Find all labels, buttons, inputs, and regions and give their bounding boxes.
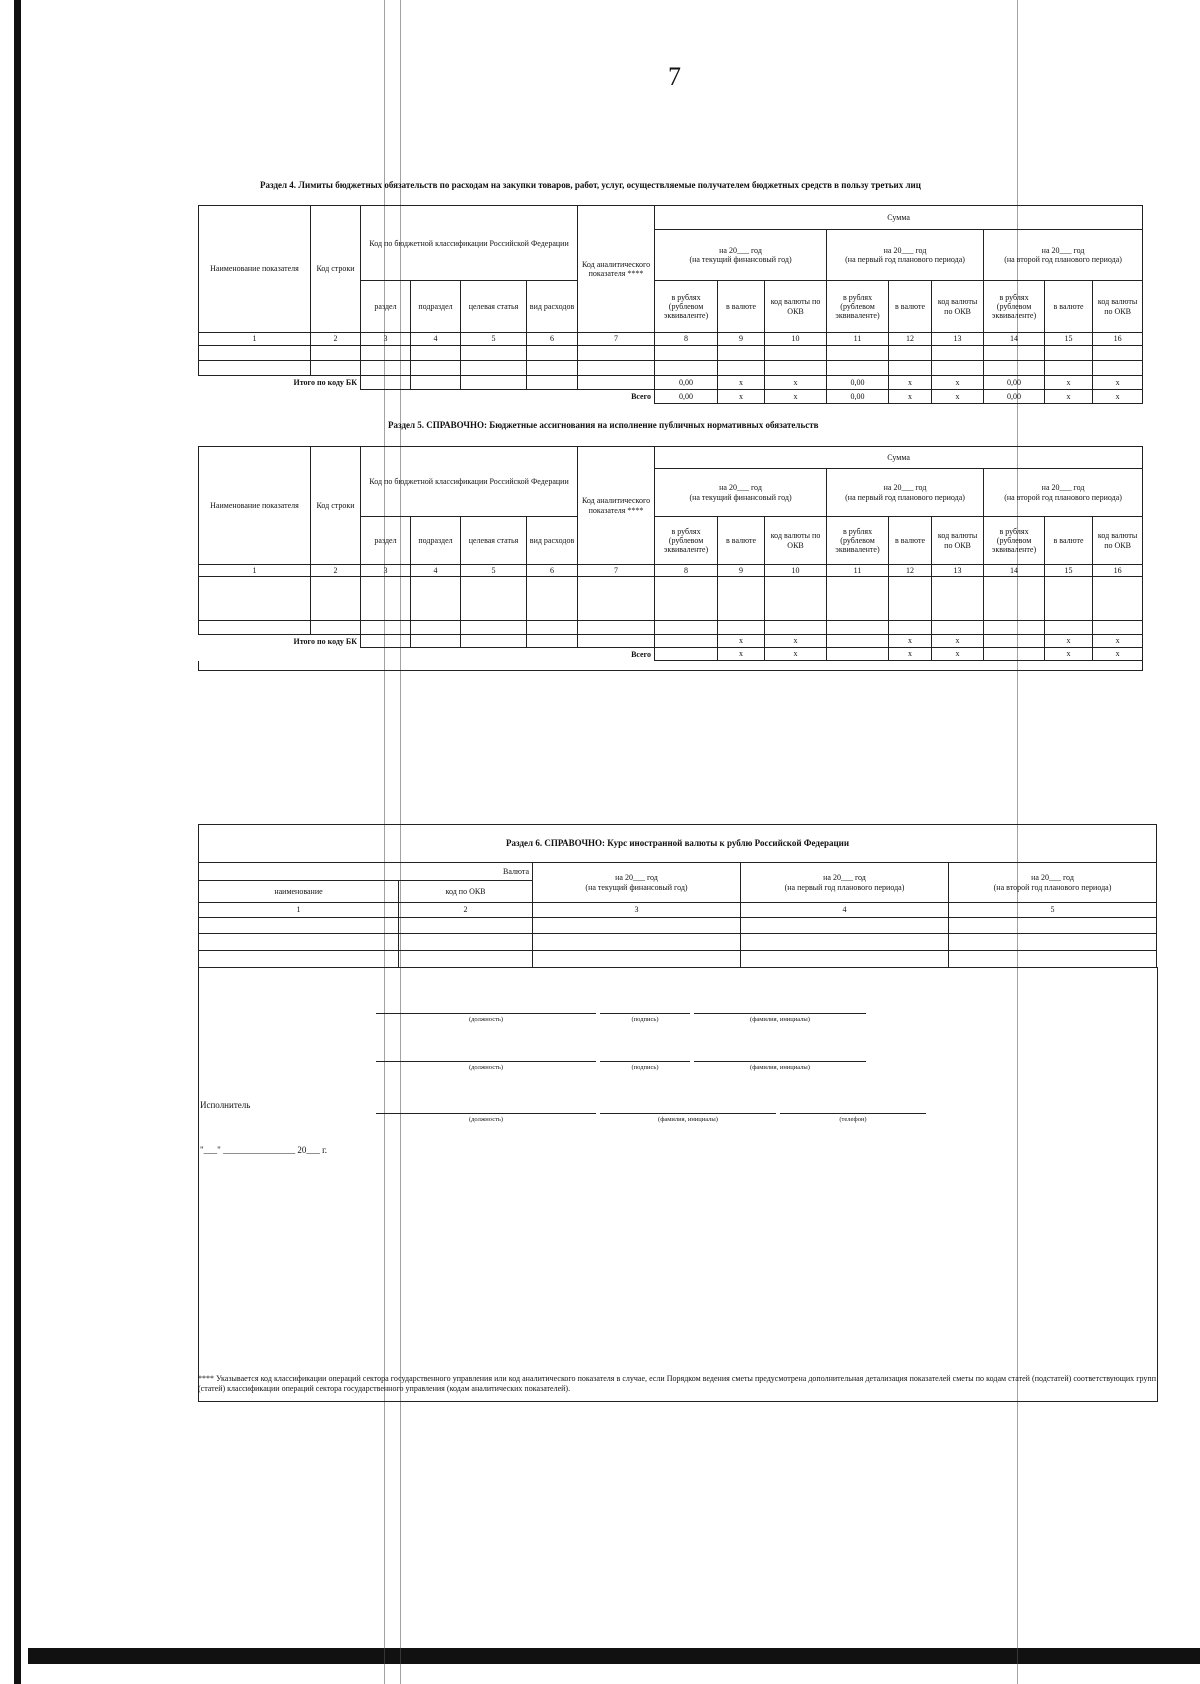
header-year2: на 20___ год (на первый год планового периода) (827, 229, 984, 281)
header-bk-code: Код по бюджетной классификации Российской Федерации (361, 206, 578, 281)
section5-table (198, 446, 1143, 671)
section4-table (198, 205, 1143, 404)
col-num: 3 (533, 903, 741, 918)
col-num: 6 (527, 565, 578, 577)
header-celevaya: целевая статья (461, 517, 527, 565)
col-num: 6 (527, 332, 578, 345)
total-row (199, 648, 1143, 661)
total-label: Всего (631, 649, 652, 659)
table-row (199, 934, 1157, 951)
value-cell: x (932, 375, 984, 389)
value-cell: x (889, 648, 932, 661)
col-num: 11 (827, 332, 889, 345)
header-year1: на 20___ год (на текущий финансовый год) (655, 229, 827, 281)
col-num: 1 (199, 565, 311, 577)
col-num: 7 (578, 332, 655, 345)
col-num: 10 (765, 565, 827, 577)
col-num: 5 (461, 565, 527, 577)
value-cell: 0,00 (984, 389, 1045, 403)
header-name: Наименование показателя (199, 206, 311, 333)
header-razdel: раздел (361, 281, 411, 333)
signature-position-label: (должность) (376, 1013, 596, 1023)
total-bk-row (199, 635, 1143, 648)
col-num: 13 (932, 565, 984, 577)
table-row (199, 621, 1143, 635)
header-rub: в рублях (рублевом эквиваленте) (655, 517, 718, 565)
table-row (199, 577, 1143, 621)
total-bk-label: Итого по коду БК (293, 636, 357, 646)
total-row (199, 389, 1143, 403)
scan-edge-bottom (28, 1648, 1200, 1664)
table-row (199, 345, 1143, 360)
header-row-code: Код строки (311, 206, 361, 333)
col-num: 9 (718, 332, 765, 345)
header-year1: на 20___ год (на текущий финансовый год) (655, 469, 827, 517)
value-cell: x (1093, 389, 1143, 403)
col-num: 8 (655, 565, 718, 577)
col-num: 9 (718, 565, 765, 577)
total-bk-label: Итого по коду БК (293, 378, 357, 388)
executor-phone-label: (телефон) (780, 1113, 926, 1123)
header-row-code: Код строки (311, 447, 361, 565)
header-analytic-code: Код аналитического показателя **** (578, 206, 655, 333)
header-currency: Валюта (199, 862, 533, 880)
section4-title: Раздел 4. Лимиты бюджетных обязательств по расходам на закупки товаров, работ, услуг, осуществляемые получателем бюджетных средств в пользу третьих лиц (260, 180, 921, 190)
header-okv: код по ОКВ (399, 880, 533, 902)
col-num: 7 (578, 565, 655, 577)
header-year3: на 20___ год (на второй год планового периода) (984, 469, 1143, 517)
header-year3: на 20___ год (на второй год планового периода) (949, 862, 1157, 902)
header-rub: в рублях (рублевом эквиваленте) (655, 281, 718, 333)
header-val: в валюте (718, 281, 765, 333)
col-num: 2 (399, 903, 533, 918)
col-num: 16 (1093, 565, 1143, 577)
col-num: 3 (361, 565, 411, 577)
col-num: 16 (1093, 332, 1143, 345)
header-okv: код валюты по ОКВ (932, 281, 984, 333)
value-cell: x (765, 648, 827, 661)
value-cell: x (718, 389, 765, 403)
header-okv: код валюты по ОКВ (932, 517, 984, 565)
date-line: "___" ________________ 20___ г. (200, 1145, 328, 1155)
value-cell: x (1093, 375, 1143, 389)
column-number-row (199, 903, 1157, 918)
col-num: 4 (411, 332, 461, 345)
signature-fio-label: (фамилия, инициалы) (694, 1013, 866, 1023)
footnote: **** Указывается код классификации операций сектора государственного управления или код аналитического показателя в случае, если Порядком ведения сметы предусмотрена дополнительная детализация показателей сметы по кодам статей (подстатей) соответствующих групп (статей) классификации операций сектора государственного управления (кодам аналитических показателей). (198, 1374, 1156, 1394)
executor-fio-label: (фамилия, инициалы) (600, 1113, 776, 1123)
table-row (199, 951, 1157, 968)
total-label: Всего (631, 392, 652, 402)
value-cell: x (718, 375, 765, 389)
executor-position-label: (должность) (376, 1113, 596, 1123)
value-cell: 0,00 (827, 375, 889, 389)
col-num: 4 (411, 565, 461, 577)
header-year2: на 20___ год (на первый год планового периода) (741, 862, 949, 902)
header-val: в валюте (889, 517, 932, 565)
col-num: 5 (949, 903, 1157, 918)
col-num: 13 (932, 332, 984, 345)
value-cell: x (765, 635, 827, 648)
value-cell: x (1093, 635, 1143, 648)
col-num: 2 (311, 332, 361, 345)
value-cell: 0,00 (984, 375, 1045, 389)
col-num: 12 (889, 332, 932, 345)
col-num: 5 (461, 332, 527, 345)
value-cell: x (889, 375, 932, 389)
header-podrazdel: подраздел (411, 517, 461, 565)
header-name: Наименование показателя (199, 447, 311, 565)
header-bk-code: Код по бюджетной классификации Российской Федерации (361, 447, 578, 517)
header-okv: код валюты по ОКВ (765, 281, 827, 333)
header-rub: в рублях (рублевом эквиваленте) (984, 281, 1045, 333)
header-podrazdel: подраздел (411, 281, 461, 333)
col-num: 14 (984, 565, 1045, 577)
header-currency-name: наименование (199, 880, 399, 902)
value-cell: x (889, 635, 932, 648)
col-num: 1 (199, 903, 399, 918)
col-num: 11 (827, 565, 889, 577)
value-cell: x (1045, 375, 1093, 389)
signature-fio-label: (фамилия, инициалы) (694, 1061, 866, 1071)
col-num: 2 (311, 565, 361, 577)
value-cell: x (932, 648, 984, 661)
header-rub: в рублях (рублевом эквиваленте) (984, 517, 1045, 565)
value-cell: x (932, 635, 984, 648)
header-sum: Сумма (655, 206, 1143, 230)
section6-title: Раздел 6. СПРАВОЧНО: Курс иностранной валюты к рублю Российской Федерации (199, 825, 1157, 863)
column-number-row (199, 565, 1143, 577)
col-num: 12 (889, 565, 932, 577)
value-cell: x (1045, 635, 1093, 648)
signature-sign-label: (подпись) (600, 1013, 690, 1023)
signature-sign-label: (подпись) (600, 1061, 690, 1071)
col-num: 3 (361, 332, 411, 345)
header-rub: в рублях (рублевом эквиваленте) (827, 281, 889, 333)
header-analytic-code: Код аналитического показателя **** (578, 447, 655, 565)
value-cell: x (1045, 389, 1093, 403)
col-num: 10 (765, 332, 827, 345)
section5-title: Раздел 5. СПРАВОЧНО: Бюджетные ассигнования на исполнение публичных нормативных обязательств (388, 420, 819, 430)
column-number-row (199, 332, 1143, 345)
header-vid: вид расходов (527, 517, 578, 565)
header-year3: на 20___ год (на второй год планового периода) (984, 229, 1143, 281)
value-cell: x (1093, 648, 1143, 661)
header-year1: на 20___ год (на текущий финансовый год) (533, 862, 741, 902)
header-vid: вид расходов (527, 281, 578, 333)
signature-block-frame (198, 967, 1158, 1402)
header-okv: код валюты по ОКВ (765, 517, 827, 565)
header-rub: в рублях (рублевом эквиваленте) (827, 517, 889, 565)
table-row (199, 917, 1157, 934)
header-val: в валюте (1045, 517, 1093, 565)
header-sum: Сумма (655, 447, 1143, 469)
page-number: 7 (668, 62, 681, 91)
header-okv: код валюты по ОКВ (1093, 281, 1143, 333)
value-cell: 0,00 (655, 375, 718, 389)
header-year2: на 20___ год (на первый год планового периода) (827, 469, 984, 517)
header-val: в валюте (889, 281, 932, 333)
col-num: 14 (984, 332, 1045, 345)
total-bk-row (199, 375, 1143, 389)
value-cell: 0,00 (655, 389, 718, 403)
header-val: в валюте (718, 517, 765, 565)
col-num: 15 (1045, 332, 1093, 345)
executor-label: Исполнитель (200, 1100, 251, 1110)
value-cell: x (765, 375, 827, 389)
value-cell: x (1045, 648, 1093, 661)
col-num: 1 (199, 332, 311, 345)
header-okv: код валюты по ОКВ (1093, 517, 1143, 565)
value-cell: x (889, 389, 932, 403)
value-cell: x (718, 648, 765, 661)
value-cell: x (765, 389, 827, 403)
signature-position-label: (должность) (376, 1061, 596, 1071)
value-cell: 0,00 (827, 389, 889, 403)
header-celevaya: целевая статья (461, 281, 527, 333)
value-cell: x (718, 635, 765, 648)
value-cell: x (932, 389, 984, 403)
scan-edge-left (14, 0, 21, 1684)
col-num: 8 (655, 332, 718, 345)
header-razdel: раздел (361, 517, 411, 565)
section6-table (198, 824, 1157, 968)
header-val: в валюте (1045, 281, 1093, 333)
col-num: 4 (741, 903, 949, 918)
col-num: 15 (1045, 565, 1093, 577)
table-row (199, 360, 1143, 375)
